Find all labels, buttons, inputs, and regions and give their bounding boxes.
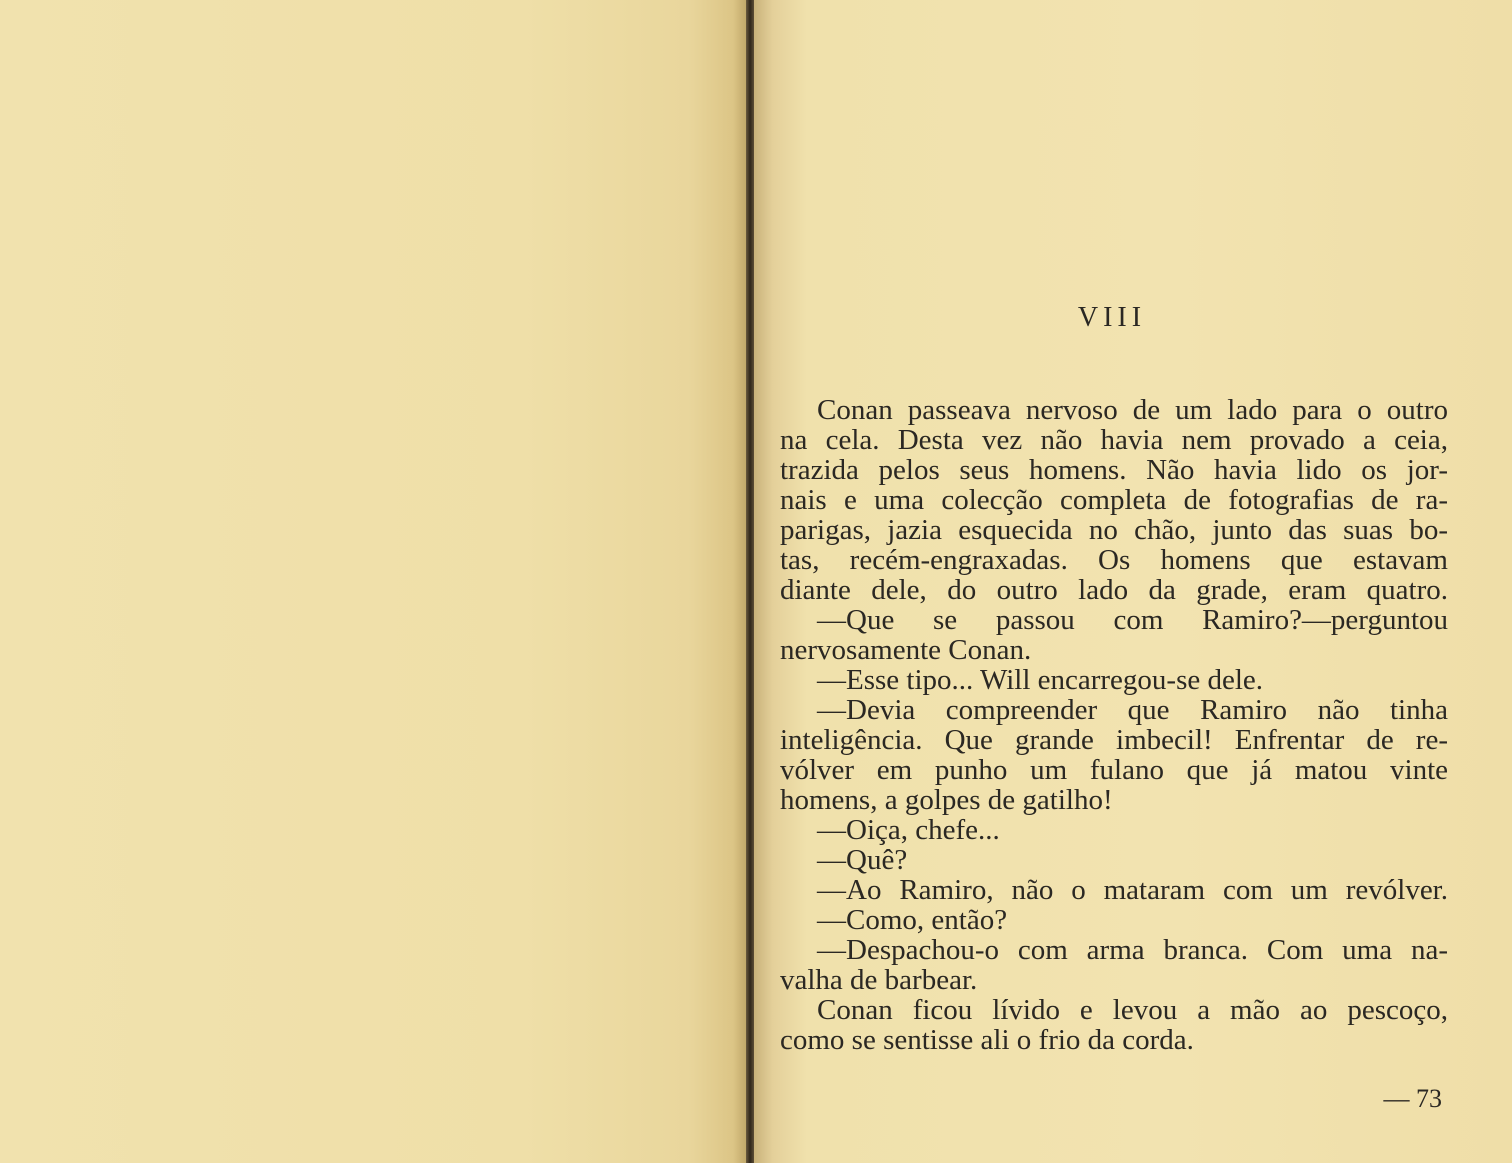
text-line: —Quê? — [817, 845, 908, 875]
text-line: —Devia compreender que Ramiro não tinha — [817, 695, 1448, 725]
text-line: nervosamente Conan. — [780, 635, 1032, 665]
text-line: nais e uma colecção completa de fotografias de ra- — [780, 485, 1448, 515]
text-line: homens, a golpes de gatilho! — [780, 785, 1113, 815]
text-line: diante dele, do outro lado da grade, eram quatro. — [780, 575, 1448, 605]
text-line: Conan ficou lívido e levou a mão ao pescoço, — [817, 995, 1448, 1025]
text-line: —Ao Ramiro, não o mataram com um revólver. — [817, 875, 1448, 905]
text-line: —Que se passou com Ramiro?—perguntou — [817, 605, 1448, 635]
paragraph — [780, 845, 1448, 875]
paragraph — [780, 815, 1448, 845]
text-line: como se sentisse ali o frio da corda. — [780, 1025, 1194, 1055]
paragraph — [780, 995, 1448, 1055]
text-line: trazida pelos seus homens. Não havia lido os jor- — [780, 455, 1448, 485]
paragraph — [780, 695, 1448, 815]
chapter-heading: VIII — [1077, 302, 1147, 333]
text-line: —Oiça, chefe... — [817, 815, 1000, 845]
book-gutter — [746, 0, 754, 1163]
text-line: na cela. Desta vez não havia nem provado a ceia, — [780, 425, 1448, 455]
text-line: tas, recém-engraxadas. Os homens que estavam — [780, 545, 1448, 575]
text-line: —Despachou-o com arma branca. Com uma na- — [817, 935, 1448, 965]
text-line: Conan passeava nervoso de um lado para o outro — [817, 395, 1448, 425]
body-text — [780, 395, 1448, 1055]
text-line: parigas, jazia esquecida no chão, junto das suas bo- — [780, 515, 1448, 545]
text-line: inteligência. Que grande imbecil! Enfrentar de re- — [780, 725, 1448, 755]
left-page-blank — [0, 0, 748, 1163]
paragraph — [780, 935, 1448, 995]
paragraph — [780, 605, 1448, 665]
text-line: vólver em punho um fulano que já matou vinte — [780, 755, 1448, 785]
paragraph — [780, 395, 1448, 605]
text-line: valha de barbear. — [780, 965, 978, 995]
paragraph — [780, 665, 1448, 695]
page-number: — 73 — [1383, 1084, 1442, 1113]
text-line: —Como, então? — [817, 905, 1008, 935]
text-line: —Esse tipo... Will encarregou-se dele. — [817, 665, 1264, 695]
paragraph — [780, 905, 1448, 935]
paragraph — [780, 875, 1448, 905]
